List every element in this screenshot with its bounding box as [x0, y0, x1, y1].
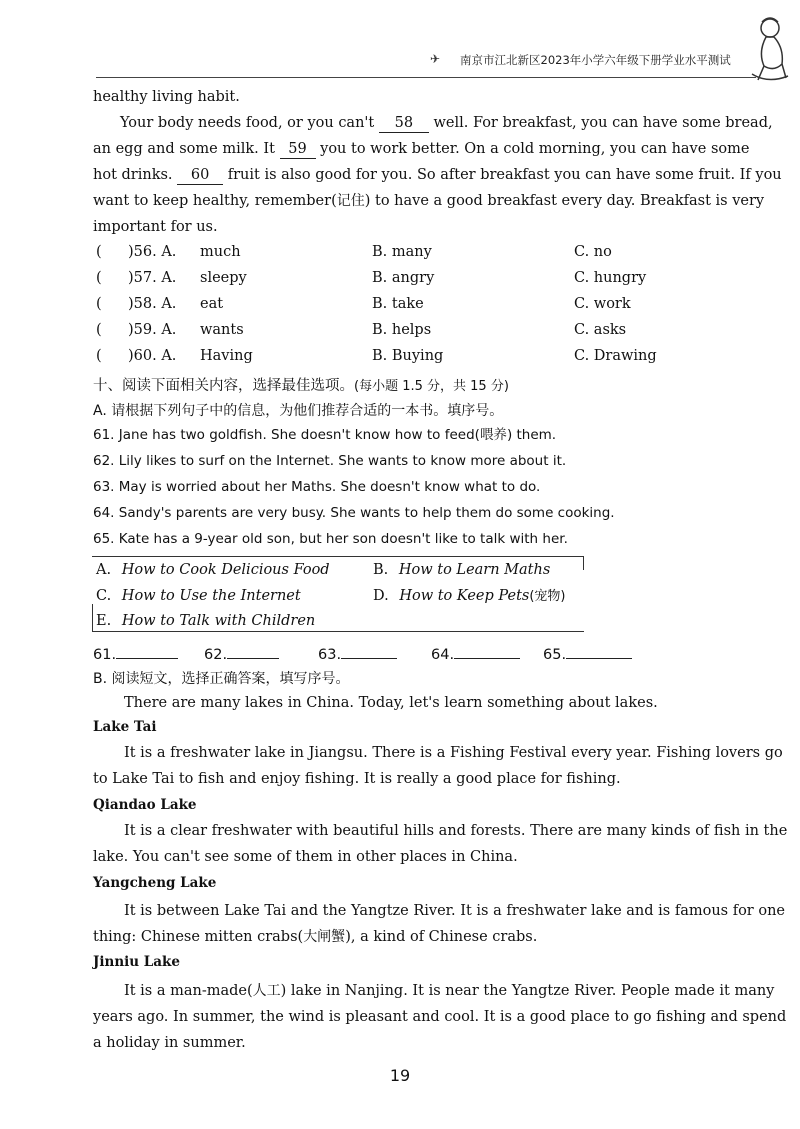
- header-divider: [96, 77, 756, 78]
- passage-line-1: [120, 114, 773, 133]
- book-b[interactable]: [373, 561, 550, 579]
- question-57: [96, 270, 776, 292]
- answer-paren[interactable]: (: [96, 244, 102, 260]
- passage-text: an egg and some milk. It: [93, 141, 275, 157]
- book-e[interactable]: [96, 612, 315, 630]
- lake-yangcheng-line-2: [93, 928, 537, 946]
- question-59: [96, 322, 776, 344]
- answer-63: [318, 644, 397, 664]
- part-b-instruction: B. 阅读短文，选择正确答案，填写序号。: [93, 671, 350, 687]
- sentence-65: 65. Kate has a 9-year old son, but her son doesn't like to talk with her.: [93, 531, 568, 547]
- passage-text: Your body needs food, or you can't: [120, 115, 375, 131]
- answer-label: 63.: [318, 647, 342, 663]
- answer-label: 65.: [543, 647, 567, 663]
- blank-60[interactable]: 60: [177, 166, 223, 185]
- passage-line-0: healthy living habit.: [93, 89, 240, 105]
- lake-text: ), a kind of Chinese crabs.: [345, 929, 538, 945]
- lake-tai-line-1: It is a freshwater lake in Jiangsu. There is a Fishing Festival every year. Fishing lovers go: [124, 745, 783, 761]
- question-number: )57. A.: [128, 270, 177, 286]
- option-a[interactable]: Having: [200, 348, 253, 364]
- passage-text: fruit is also good for you. So after breakfast you can have some fruit. If you: [227, 167, 782, 183]
- question-56: [96, 244, 776, 266]
- answer-paren[interactable]: (: [96, 270, 102, 286]
- lake-tai-line-2: to Lake Tai to fish and enjoy fishing. It is really a good place for fishing.: [93, 771, 621, 787]
- book-d[interactable]: [373, 587, 566, 606]
- lake-heading-qiandao: Qiandao Lake: [93, 797, 197, 813]
- section-title: 十、阅读下面相关内容，选择最佳选项。: [93, 378, 354, 394]
- sentence-63: 63. May is worried about her Maths. She doesn't know what to do.: [93, 479, 541, 495]
- answer-65: [543, 644, 632, 664]
- answer-61: [93, 644, 178, 664]
- answer-paren[interactable]: (: [96, 348, 102, 364]
- blank-58[interactable]: 58: [379, 114, 429, 133]
- book-letter: D.: [373, 588, 389, 604]
- question-60: [96, 348, 776, 370]
- book-title: How to Keep Pets: [399, 588, 530, 604]
- answer-blank[interactable]: [116, 644, 178, 659]
- book-title-cn: (宠物): [529, 589, 566, 604]
- answer-64: [431, 644, 520, 664]
- sentence-62: 62. Lily likes to surf on the Internet. She wants to know more about it.: [93, 453, 567, 469]
- option-c[interactable]: C. no: [574, 244, 612, 260]
- option-a[interactable]: eat: [200, 296, 224, 312]
- option-a[interactable]: sleepy: [200, 270, 247, 286]
- book-letter: C.: [96, 588, 112, 604]
- answer-label: 62.: [204, 647, 228, 663]
- box-rule: [583, 556, 584, 570]
- lake-heading-tai: Lake Tai: [93, 719, 157, 735]
- lake-heading-jinniu: Jinniu Lake: [93, 954, 180, 970]
- passage-line-2: [93, 140, 749, 159]
- option-b[interactable]: B. helps: [372, 322, 432, 338]
- question-number: )58. A.: [128, 296, 177, 312]
- passage-line-5: important for us.: [93, 219, 218, 235]
- sentence-text-cn: 喂养: [479, 427, 507, 443]
- lake-text-cn: 大闸蟹: [303, 929, 346, 945]
- section-10-heading: [93, 374, 509, 395]
- answer-blank[interactable]: [341, 644, 397, 659]
- book-letter: A.: [96, 562, 112, 578]
- option-c[interactable]: C. hungry: [574, 270, 647, 286]
- book-title: How to Use the Internet: [121, 588, 301, 604]
- question-number: )59. A.: [128, 322, 177, 338]
- sentence-61: [93, 426, 556, 444]
- header-title: 南京市江北新区2023年小学六年级下册学业水平测试: [460, 53, 731, 67]
- option-b[interactable]: B. many: [372, 244, 432, 260]
- question-number: )56. A.: [128, 244, 177, 260]
- option-c[interactable]: C. work: [574, 296, 631, 312]
- mascot-icon: [744, 14, 790, 86]
- answer-blank[interactable]: [454, 644, 520, 659]
- book-letter: B.: [373, 562, 389, 578]
- answer-62: [204, 644, 279, 664]
- box-rule: [92, 556, 584, 557]
- sentence-text: ) them.: [506, 427, 557, 443]
- lake-text-cn: 人工: [252, 983, 281, 999]
- part-b-intro: There are many lakes in China. Today, let's learn something about lakes.: [124, 695, 658, 711]
- box-rule: [92, 604, 93, 632]
- question-58: [96, 296, 776, 318]
- lake-qiandao-line-1: It is a clear freshwater with beautiful hills and forests. There are many kinds of fish in the: [124, 823, 788, 839]
- passage-text: want to keep healthy, remember(: [93, 193, 337, 209]
- lake-jinniu-line-3: a holiday in summer.: [93, 1035, 246, 1051]
- answer-blank[interactable]: [227, 644, 279, 659]
- question-number: )60. A.: [128, 348, 177, 364]
- book-title: How to Talk with Children: [121, 613, 316, 629]
- option-c[interactable]: C. Drawing: [574, 348, 657, 364]
- lake-yangcheng-line-1: It is between Lake Tai and the Yangtze River. It is a freshwater lake and is famous for one: [124, 903, 785, 919]
- box-rule: [92, 631, 584, 632]
- answer-blank[interactable]: [566, 644, 632, 659]
- section-score: (每小题 1.5 分，共 15 分): [354, 379, 509, 394]
- lake-heading-yangcheng: Yangcheng Lake: [93, 875, 217, 891]
- answer-label: 61.: [93, 647, 117, 663]
- option-c[interactable]: C. asks: [574, 322, 627, 338]
- book-c[interactable]: [96, 587, 301, 605]
- blank-59[interactable]: 59: [280, 140, 316, 159]
- option-b[interactable]: B. Buying: [372, 348, 444, 364]
- passage-text-cn: 记住: [336, 193, 365, 209]
- option-b[interactable]: B. take: [372, 296, 424, 312]
- lake-jinniu-line-1: [124, 982, 774, 1000]
- lake-jinniu-line-2: years ago. In summer, the wind is pleasant and cool. It is a good place to go fishing and spend: [93, 1009, 787, 1025]
- option-a[interactable]: wants: [200, 322, 244, 338]
- book-title: How to Cook Delicious Food: [121, 562, 330, 578]
- lake-qiandao-line-2: lake. You can't see some of them in other places in China.: [93, 849, 518, 865]
- lake-text: It is a man-made(: [124, 983, 253, 999]
- passage-text: you to work better. On a cold morning, you can have some: [320, 141, 750, 157]
- lake-text: ) lake in Nanjing. It is near the Yangtze River. People made it many: [280, 983, 775, 999]
- passage-text: hot drinks.: [93, 167, 173, 183]
- passage-text: ) to have a good breakfast every day. Breakfast is very: [364, 193, 765, 209]
- answer-label: 64.: [431, 647, 455, 663]
- option-b[interactable]: B. angry: [372, 270, 435, 286]
- answer-paren[interactable]: (: [96, 296, 102, 312]
- option-a[interactable]: much: [200, 244, 241, 260]
- passage-line-4: [93, 192, 764, 210]
- airplane-icon: ✈: [430, 52, 441, 66]
- answer-paren[interactable]: (: [96, 322, 102, 338]
- book-title: How to Learn Maths: [398, 562, 551, 578]
- lake-text: thing: Chinese mitten crabs(: [93, 929, 304, 945]
- part-a-instruction: A. 请根据下列句子中的信息，为他们推荐合适的一本书。填序号。: [93, 403, 504, 419]
- passage-text: well. For breakfast, you can have some bread,: [433, 115, 773, 131]
- sentence-text: 61. Jane has two goldfish. She doesn't know how to feed(: [93, 427, 480, 443]
- book-letter: E.: [96, 613, 112, 629]
- sentence-64: 64. Sandy's parents are very busy. She wants to help them do some cooking.: [93, 505, 615, 521]
- book-a[interactable]: [96, 561, 330, 579]
- page-number: 19: [389, 1066, 411, 1085]
- passage-line-3: [93, 166, 782, 185]
